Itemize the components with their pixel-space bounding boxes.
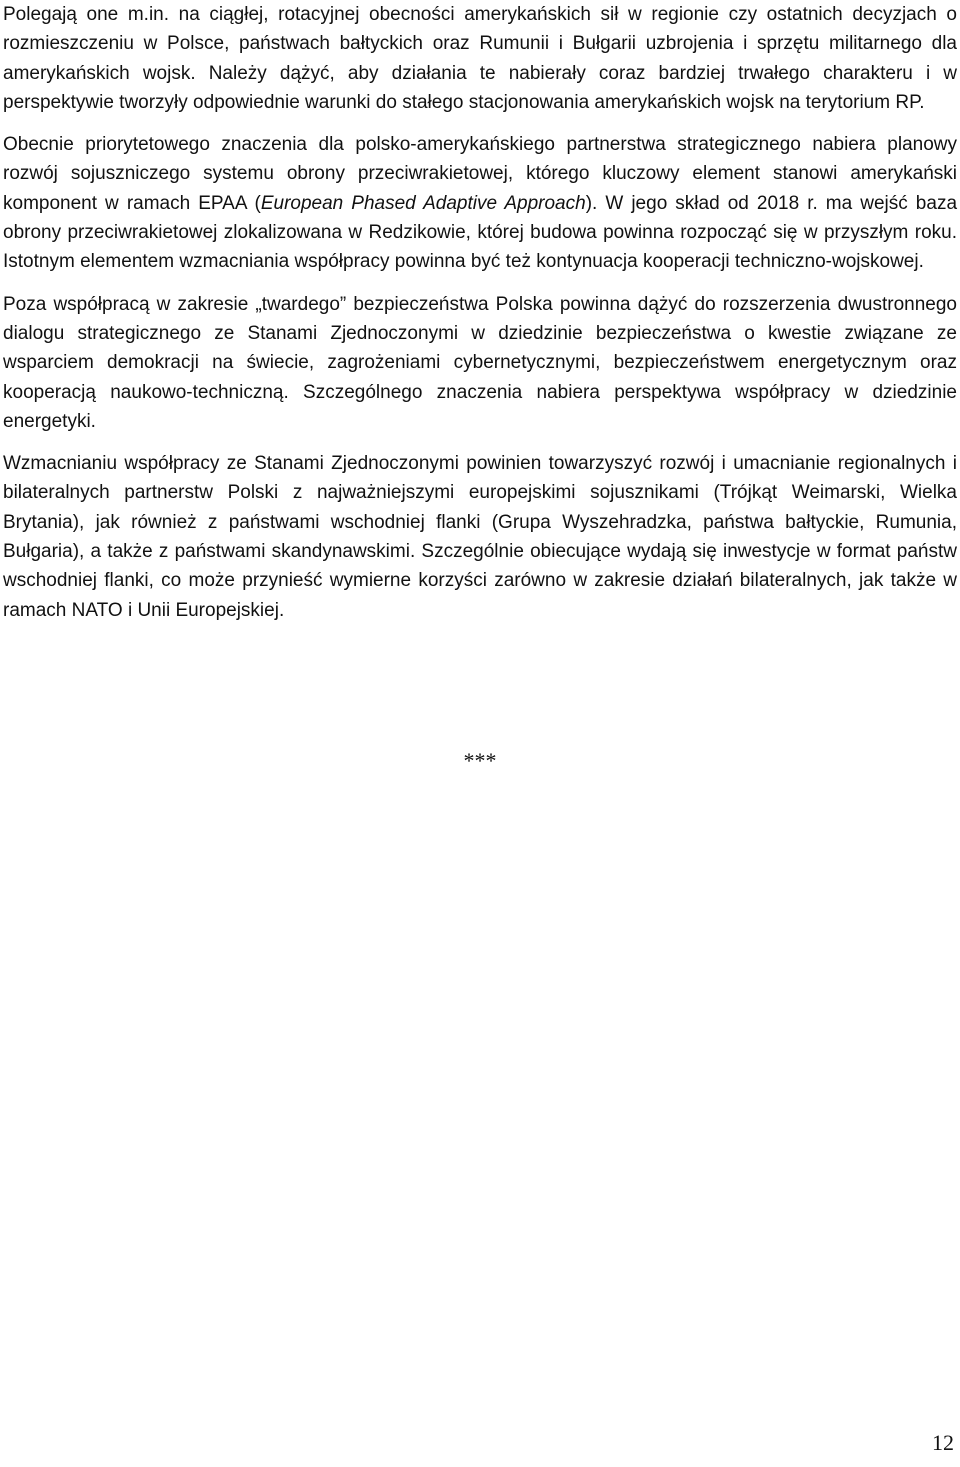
document-page: [3, 0, 957, 638]
paragraph-3: Poza współpracą w zakresie „twardego” bezpieczeństwa Polska powinna dążyć do rozszerzenia dwustronnego dialogu strategicznego ze Stanami Zjednoczonymi w dziedzinie bezpieczeństwa o kwestie związane ze wsparciem demokracji na świecie, zagrożeniami cybernetycznymi, bezpieczeństwem energetycznym oraz kooperacją naukowo-techniczną. Szczególnego znaczenia nabiera perspektywa współpracy w dziedzinie energetyki.: [3, 293, 957, 432]
section-separator: ***: [463, 748, 497, 773]
paragraph-2-text-start: Obecnie priorytetowego znaczenia dla polsko-amerykańskiego partnerstwa strategicznego nabiera planowy rozwój sojuszniczego systemu obrony przeciwrakietowej, którego kluczowy element stanowi amerykański komponent w ramach EPAA (: [3, 134, 957, 214]
paragraph-4: Wzmacnianiu współpracy ze Stanami Zjednoczonymi powinien towarzyszyć rozwój i umacnianie regionalnych i bilateralnych partnerstw Polski z najważniejszymi europejskimi sojusznikami (Trójkąt Weimarski, Wielka Brytania), jak również z państwami wschodniej flanki (Grupa Wyszehradzka, państwa bałtyckie, Rumunia, Bułgaria), a także z państwami skandynawskimi. Szczególnie obiecujące wydają się inwestycje w format państw wschodniej flanki, co może przynieść wymierne korzyści zarówno w zakresie działań bilateralnych, jak także w ramach NATO i Unii Europejskiej.: [3, 453, 957, 621]
page-number: 12: [932, 1430, 954, 1455]
paragraph-2-italic-term: European Phased Adaptive Approach: [260, 192, 586, 214]
paragraph-2: [3, 130, 957, 276]
paragraph-1: Polegają one m.in. na ciągłej, rotacyjnej obecności amerykańskich sił w regionie czy ostatnich decyzjach o rozmieszczeniu w Polsce, państwach bałtyckich oraz Rumunii i Bułgarii uzbrojenia i sprzętu militarnego dla amerykańskich wojsk. Należy dążyć, aby działania te nabierały coraz bardziej trwałego charakteru i w perspektywie tworzyły odpowiednie warunki do stałego stacjonowania amerykańskich wojsk na terytorium RP.: [3, 4, 957, 113]
paragraph-2-text-end: ). W jego skład od 2018 r. ma wejść baza obrony przeciwrakietowej zlokalizowana w Redzikowie, której budowa powinna rozpocząć się w przyszłym roku. Istotnym elementem wzmacniania współpracy powinna być też kontynuacja kooperacji techniczno-wojskowej.: [3, 192, 958, 273]
